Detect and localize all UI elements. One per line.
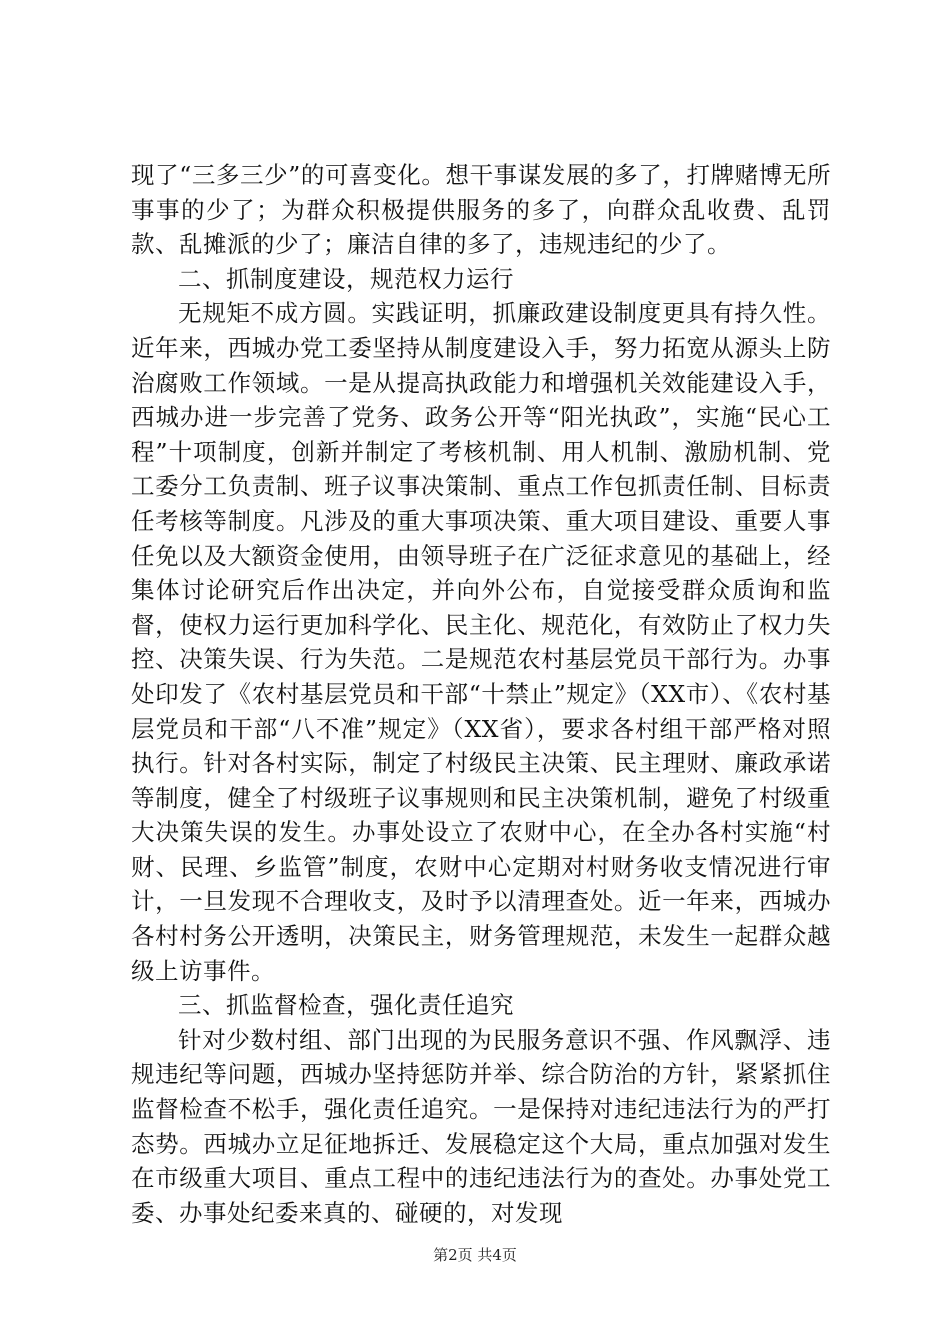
section-heading-2: 二、抓制度建设，规范权力运行	[178, 264, 514, 293]
section-heading-3: 三、抓监督检查，强化责任追究	[178, 991, 514, 1020]
paragraph-continued: 现了“三多三少”的可喜变化。想干事谋发展的多了，打牌赌博无所事事的少了；为群众积极提供服务的多了，向群众乱收费、乱罚款、乱摊派的少了；廉洁自律的多了，违规违纪的少了。	[131, 161, 831, 259]
page-footer	[0, 1245, 950, 1265]
page-number-label: 第2页 共4页	[433, 1246, 517, 1264]
paragraph-body-3: 针对少数村组、部门出现的为民服务意识不强、作风飘浮、违规违纪等问题，西城办坚持惩防并举、综合防治的方针，紧紧抓住监督检查不松手，强化责任追究。一是保持对违纪违法行为的严打态势。西城办立足征地拆迁、发展稳定这个大局，重点加强对发生在市级重大项目、重点工程中的违纪违法行为的查处。办事处党工委、办事处纪委来真的、碰硬的，对发现	[131, 1025, 831, 1227]
document-body	[131, 158, 831, 1230]
paragraph-body-2: 无规矩不成方圆。实践证明，抓廉政建设制度更具有持久性。近年来，西城办党工委坚持从制度建设入手，努力拓宽从源头上防治腐败工作领域。一是从提高执政能力和增强机关效能建设入手，西城办进一步完善了党务、政务公开等“阳光执政”，实施“民心工程”十项制度，创新并制定了考核机制、用人机制、激励机制、党工委分工负责制、班子议事决策制、重点工作包抓责任制、目标责任考核等制度。凡涉及的重大事项决策、重大项目建设、重要人事任免以及大额资金使用，由领导班子在广泛征求意见的基础上，经集体讨论研究后作出决定，并向外公布，自觉接受群众质询和监督，使权力运行更加科学化、民主化、规范化，有效防止了权力失控、决策失误、行为失范。二是规范农村基层党员干部行为。办事处印发了《农村基层党员和干部“十禁止”规定》（XX市）、《农村基层党员和干部“八不准”规定》（XX省），要求各村组干部严格对照执行。针对各村实际，制定了村级民主决策、民主理财、廉政承诺等制度，健全了村级班子议事规则和民主决策机制，避免了村级重大决策失误的发生。办事处设立了农财中心，在全办各村实施“村财、民理、乡监管”制度，农财中心定期对村财务收支情况进行审计，一旦发现不合理收支，及时予以清理查处。近一年来，西城办各村村务公开透明，决策民主，财务管理规范，未发生一起群众越级上访事件。	[131, 299, 831, 985]
